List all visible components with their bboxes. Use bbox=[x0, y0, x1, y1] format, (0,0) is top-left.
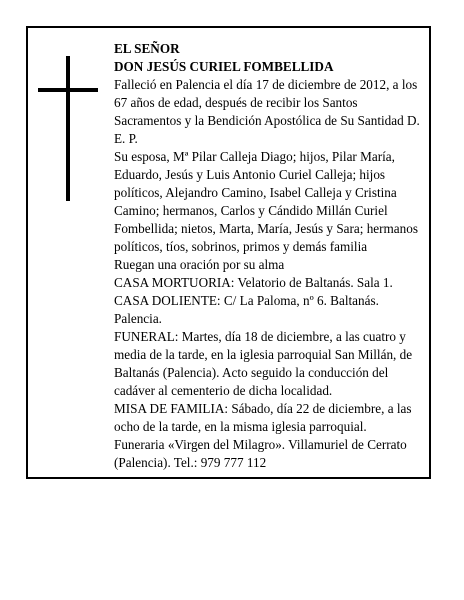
notice-title-line-2: DON JESÚS CURIEL FOMBELLIDA bbox=[114, 59, 334, 74]
cross-icon bbox=[38, 56, 90, 201]
family-mass-info: MISA DE FAMILIA: Sábado, día 22 de diciembre, a las ocho de la tarde, en la misma iglesia parroquial. bbox=[114, 401, 412, 434]
notice-title-line-1: EL SEÑOR bbox=[114, 41, 180, 56]
funeral-home-info: CASA MORTUORIA: Velatorio de Baltanás. Sala 1. bbox=[114, 275, 393, 290]
family-home-address: CASA DOLIENTE: C/ La Paloma, nº 6. Baltanás. Palencia. bbox=[114, 293, 379, 326]
cross-horizontal-bar bbox=[38, 88, 98, 92]
funeral-service-contact: Funeraria «Virgen del Milagro». Villamuriel de Cerrato (Palencia). Tel.: 979 777 112 bbox=[114, 437, 407, 470]
family-list: Su esposa, Mª Pilar Calleja Diago; hijos, Pilar María, Eduardo, Jesús y Luis Antonio Curiel Calleja; hijos políticos, Alejandro Camino, Isabel Calleja y Cristina Camino; hermanos, Carlos y Cándido Millán Curiel Fombellida; nietos, Marta, María, Jesús y Sara; hermanos políticos, tíos, sobrinos, primos y demás familia bbox=[114, 149, 418, 254]
prayer-request: Ruegan una oración por su alma bbox=[114, 257, 285, 272]
death-announcement: Falleció en Palencia el día 17 de diciembre de 2012, a los 67 años de edad, después de recibir los Santos Sacramentos y la Bendición Apostólica de Su Santidad D. E. P. bbox=[114, 77, 420, 146]
funeral-info: FUNERAL: Martes, día 18 de diciembre, a las cuatro y media de la tarde, en la iglesia parroquial San Millán, de Baltanás (Palencia). Acto seguido la conducción del cadáver al cementerio de dicha localidad. bbox=[114, 329, 413, 398]
notice-text bbox=[114, 40, 426, 472]
obituary-notice bbox=[26, 26, 431, 479]
cross-vertical-bar bbox=[66, 56, 70, 201]
